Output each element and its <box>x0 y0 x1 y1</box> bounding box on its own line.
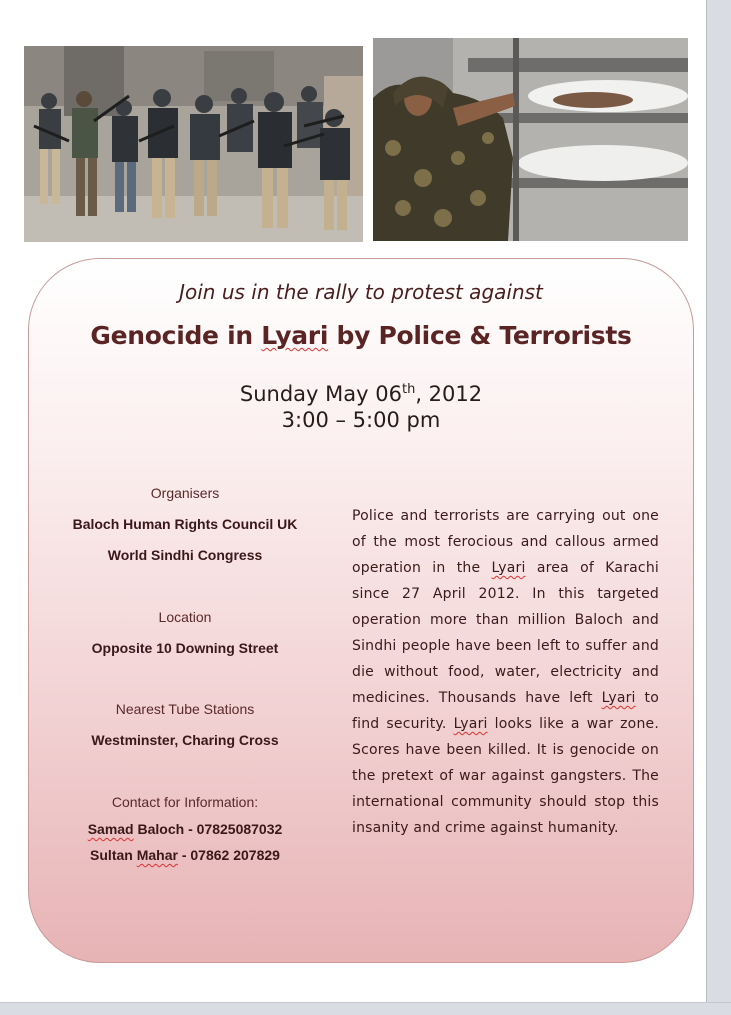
date-pre: Sunday May 06 <box>239 382 402 406</box>
location-value: Opposite 10 Downing Street <box>91 640 279 656</box>
contact-2-pre: Sultan <box>90 847 137 863</box>
body-part-3: to find security. <box>352 690 659 732</box>
date-year: , 2012 <box>415 382 483 406</box>
location-label: Location <box>158 609 212 625</box>
contact-1-rest: Baloch - 07825087032 <box>133 821 283 837</box>
window-edge-bottom <box>0 1002 731 1015</box>
spellcheck-word-lyari: Lyari <box>601 690 636 706</box>
organisers-label: Organisers <box>150 485 220 501</box>
police-photo <box>24 46 363 242</box>
tube-label: Nearest Tube Stations <box>115 701 255 717</box>
headline-pre: Genocide in <box>90 321 262 350</box>
grieving-woman-photo <box>373 38 688 241</box>
date-suffix: th <box>401 382 416 397</box>
organiser-1: Baloch Human Rights Council UK <box>72 516 298 532</box>
body-part-1: Police and terrorists are carrying out one of the most ferocious and callous armed operation in the <box>352 508 659 576</box>
contact-2 <box>60 847 310 863</box>
spellcheck-word-lyari: Lyari <box>261 321 329 350</box>
spellcheck-word-samad: Samad <box>87 821 134 837</box>
body-part-2: area of Karachi since 27 April 2012. In this targeted operation more than million Baloch and Sindhi people have been left to suffer and die without food, water, electricity and medicines. Thousands have left <box>352 560 659 706</box>
headline <box>28 321 694 350</box>
event-date <box>28 382 694 406</box>
invite-line: Join us in the rally to protest against <box>179 280 543 304</box>
organiser-2: World Sindhi Congress <box>107 547 263 563</box>
contact-1 <box>60 821 310 837</box>
spellcheck-word-lyari: Lyari <box>453 716 488 732</box>
window-edge-right <box>706 0 731 1015</box>
contact-2-rest: - 07862 207829 <box>177 847 280 863</box>
headline-post: by Police & Terrorists <box>328 321 632 350</box>
contact-label: Contact for Information: <box>111 794 259 810</box>
spellcheck-word-lyari: Lyari <box>491 560 526 576</box>
tube-value: Westminster, Charing Cross <box>91 732 279 748</box>
body-paragraph <box>352 503 659 841</box>
spellcheck-word-mahar: Mahar <box>136 847 178 863</box>
event-time: 3:00 – 5:00 pm <box>281 408 441 432</box>
body-part-4: looks like a war zone. Scores have been killed. It is genocide on the pretext of war against gangsters. The international community should stop this insanity and crime against humanity. <box>352 716 659 836</box>
